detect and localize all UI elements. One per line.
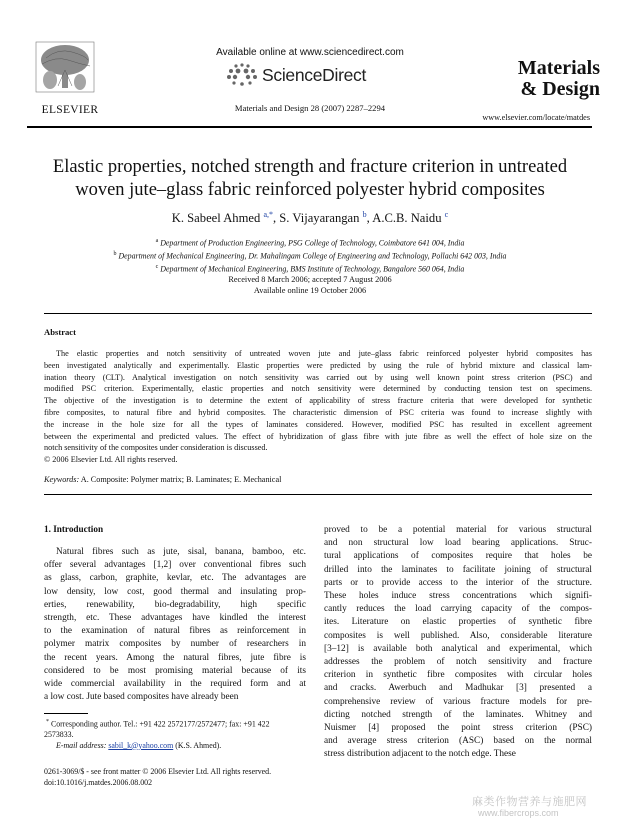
author-sup[interactable]: c bbox=[444, 210, 449, 219]
footnote-email: E-mail address: sabil_k@yahoo.com (K.S. Ahmed). bbox=[56, 740, 222, 750]
received-date: Received 8 March 2006; accepted 7 August 2006 bbox=[228, 275, 392, 284]
text-line: composites is well published. Also, considerable literature bbox=[324, 630, 592, 641]
section-heading-introduction: 1. Introduction bbox=[44, 524, 104, 534]
article-title-line2: woven jute–glass fabric reinforced polyester hybrid composites bbox=[75, 180, 545, 200]
text-line: cantly reduces the load carrying capacity of the compos- bbox=[324, 604, 592, 615]
dates bbox=[20, 275, 600, 297]
text-line: and non structural low load bearing applications. Struc- bbox=[324, 538, 592, 549]
text-line: The objective of the investigation is to determine the extent of applicability of stress fracture criteria that were developed for synthetic bbox=[44, 396, 592, 406]
abstract-heading: Abstract bbox=[44, 327, 76, 337]
intro-right-column bbox=[324, 524, 592, 762]
text-line: [3–12] is available both analytical and experimental, which bbox=[324, 643, 592, 654]
text-line: offer several advantages [1,2] over conventional fibres such bbox=[44, 560, 306, 571]
header-rule bbox=[27, 126, 592, 128]
text-line: a low cost. Jute based composites have already been bbox=[44, 692, 239, 703]
text-line: addresses the problem of notch sensitivity and fracture bbox=[324, 657, 592, 668]
author-name: K. Sabeel Ahmed bbox=[171, 211, 261, 226]
journal-title-line1: Materials bbox=[517, 57, 600, 79]
text-line: stress distribution adjacent to the notch edge. These bbox=[324, 749, 516, 760]
abstract-top-rule bbox=[44, 313, 592, 314]
author-name: S. Vijayarangan bbox=[279, 211, 360, 226]
footnote-corresponding-cont: 2573833. bbox=[44, 730, 74, 740]
text-line: tural applications of composites require that holes be bbox=[324, 551, 592, 562]
text-line: polymer matrix composites by number of researchers in bbox=[44, 639, 306, 650]
text-line: low density, low cost, good thermal and insulating prop- bbox=[44, 586, 306, 597]
sciencedirect-dots-icon bbox=[222, 62, 262, 88]
journal-url[interactable]: www.elsevier.com/locate/matdes bbox=[482, 113, 590, 122]
footnote bbox=[44, 717, 308, 751]
keywords bbox=[44, 475, 281, 484]
text-line: ination theory (CLT). Analytical investigation on notch sensitivity was carried out by using well known point stress criterion (PSC) and bbox=[44, 372, 592, 382]
text-line: considered to be most promising material because of its bbox=[44, 665, 306, 676]
affiliation-item: $^b$ Department of Mechanical Engineering, Dr. Mahalingam College of Engineering and Technology, Pollachi 642 003, India bbox=[113, 250, 507, 261]
intro-left-column bbox=[44, 546, 306, 704]
elsevier-tree-icon bbox=[28, 40, 112, 106]
text-line: wide commercial availability in the required form and at bbox=[44, 679, 306, 690]
text-line: strength, etc. These advantages have kindled the interest bbox=[44, 613, 306, 624]
text-line: as glass, carbon, graphite, kevlar, etc. The advantages are bbox=[44, 573, 306, 584]
text-line: comprehensive review of various fracture models for pre- bbox=[324, 696, 592, 707]
text-line: ites. Literature on elastic properties of synthetic fibre bbox=[324, 617, 592, 628]
abstract-body bbox=[44, 348, 592, 466]
elsevier-logo bbox=[28, 40, 112, 106]
text-line: been investigated analytically and experimentally. Elastic properties were predicted by using the rule of hybrid mixture and classical lam- bbox=[44, 360, 592, 370]
issn-line: 0261-3069/$ - see front matter © 2006 Elsevier Ltd. All rights reserved. bbox=[44, 767, 272, 776]
author-list: K. Sabeel Ahmed $^{a,*}$, S. Vijayarangan $^b$, A.C.B. Naidu $^c$ bbox=[171, 210, 449, 226]
journal-reference: Materials and Design 28 (2007) 2287–2294 bbox=[234, 103, 386, 113]
affiliation-item: $^c$ Department of Mechanical Engineering, BMS Institute of Technology, Bangalore 560 064, India bbox=[155, 263, 465, 274]
journal-title-line2: & Design bbox=[520, 78, 600, 100]
publisher-name: ELSEVIER bbox=[41, 104, 99, 116]
text-line: drilled into the laminates to facilitate joining of structural bbox=[324, 564, 592, 575]
footnote-rule bbox=[44, 713, 88, 714]
text-line: the increase in the hole size for all the types of laminates considered. However, modified PSC has resulted in excellent agreement bbox=[44, 419, 592, 429]
abstract-copyright: © 2006 Elsevier Ltd. All rights reserved. bbox=[44, 455, 178, 465]
affiliation-item: $^a$ Department of Production Engineering, PSG College of Technology, Coimbatore 641 004, India bbox=[155, 238, 465, 248]
author-name: A.C.B. Naidu bbox=[372, 211, 442, 226]
author-sup[interactable]: b bbox=[362, 210, 367, 219]
available-date: Available online 19 October 2006 bbox=[253, 285, 367, 295]
affiliations bbox=[20, 236, 600, 274]
text-line: and average stress criterion (ASC) based on the normal bbox=[324, 736, 592, 747]
text-line: erties, renewability, bio-degradability, high specific bbox=[44, 599, 306, 610]
text-line: dicting notched strength of the laminates. Whitney and bbox=[324, 709, 592, 720]
sciencedirect-wordmark: ScienceDirect bbox=[262, 65, 367, 85]
keywords-text: A. Composite: Polymer matrix; B. Laminates; E. Mechanical bbox=[80, 475, 282, 484]
text-line: fibre composites, to natural fibre and hybrid composites. The characteristic dimension of PSC criteria was found to increase slightly with bbox=[44, 407, 592, 417]
text-line: to the examination of natural fibres as reinforcement in bbox=[44, 626, 306, 637]
text-line: parts or to provide access to the interior of the structure. bbox=[324, 577, 592, 588]
watermark-text: 麻类作物营养与施肥网 bbox=[472, 796, 587, 808]
text-line: proved to be a potential material for various structural bbox=[324, 525, 592, 535]
text-line: modified PSC criterion. Experimentally, elastic properties and notch sensitivity were determined by conducting tension test on specimens. bbox=[44, 384, 592, 394]
text-line: The elastic properties and notch sensitivity of untreated woven jute and jute–glass fabric reinforced polyester hybrid composites has bbox=[56, 349, 592, 358]
watermark-url: www.fibercrops.com bbox=[478, 808, 559, 818]
journal-title bbox=[470, 58, 600, 100]
article-title-line1: Elastic properties, notched strength and fracture criterion in untreated bbox=[52, 157, 568, 177]
text-line: Natural fibres such as jute, sisal, banana, bamboo, etc. bbox=[56, 547, 306, 557]
author-sup[interactable]: a,* bbox=[263, 210, 273, 219]
sciencedirect-logo bbox=[222, 62, 392, 88]
article-title bbox=[20, 156, 600, 202]
text-line: notch sensitivity of the composites under consideration is discussed. bbox=[44, 443, 268, 453]
text-line: criterion in synthetic fibre composites with circular holes bbox=[324, 670, 592, 681]
keywords-label: Keywords: bbox=[44, 475, 80, 484]
text-line: between the experimental and predicted values. The effect of hybridization of glass fibre with jute fibre as well the effect of hole size on the bbox=[44, 431, 592, 441]
abstract-bottom-rule bbox=[44, 494, 592, 495]
text-line: Nuismer [4] proposed the point stress criterion (PSC) bbox=[324, 723, 592, 734]
available-online-text: Available online at www.sciencedirect.com bbox=[216, 47, 404, 58]
text-line: These holes induce stress concentrations which signifi- bbox=[324, 591, 592, 602]
abstract-lines bbox=[44, 348, 592, 454]
footnote-corresponding: * Corresponding author. Tel.: +91 422 2572177/2572477; fax: +91 422 bbox=[45, 719, 270, 729]
text-line: and cracks. Awerbuch and Madhukar [3] presented a bbox=[324, 683, 592, 694]
email-link[interactable]: sabil_k@yahoo.com bbox=[108, 740, 174, 750]
doi-line[interactable]: doi:10.1016/j.matdes.2006.08.002 bbox=[44, 778, 153, 787]
text-line: the recent years. Among the natural fibres, jute fibre is bbox=[44, 652, 306, 663]
